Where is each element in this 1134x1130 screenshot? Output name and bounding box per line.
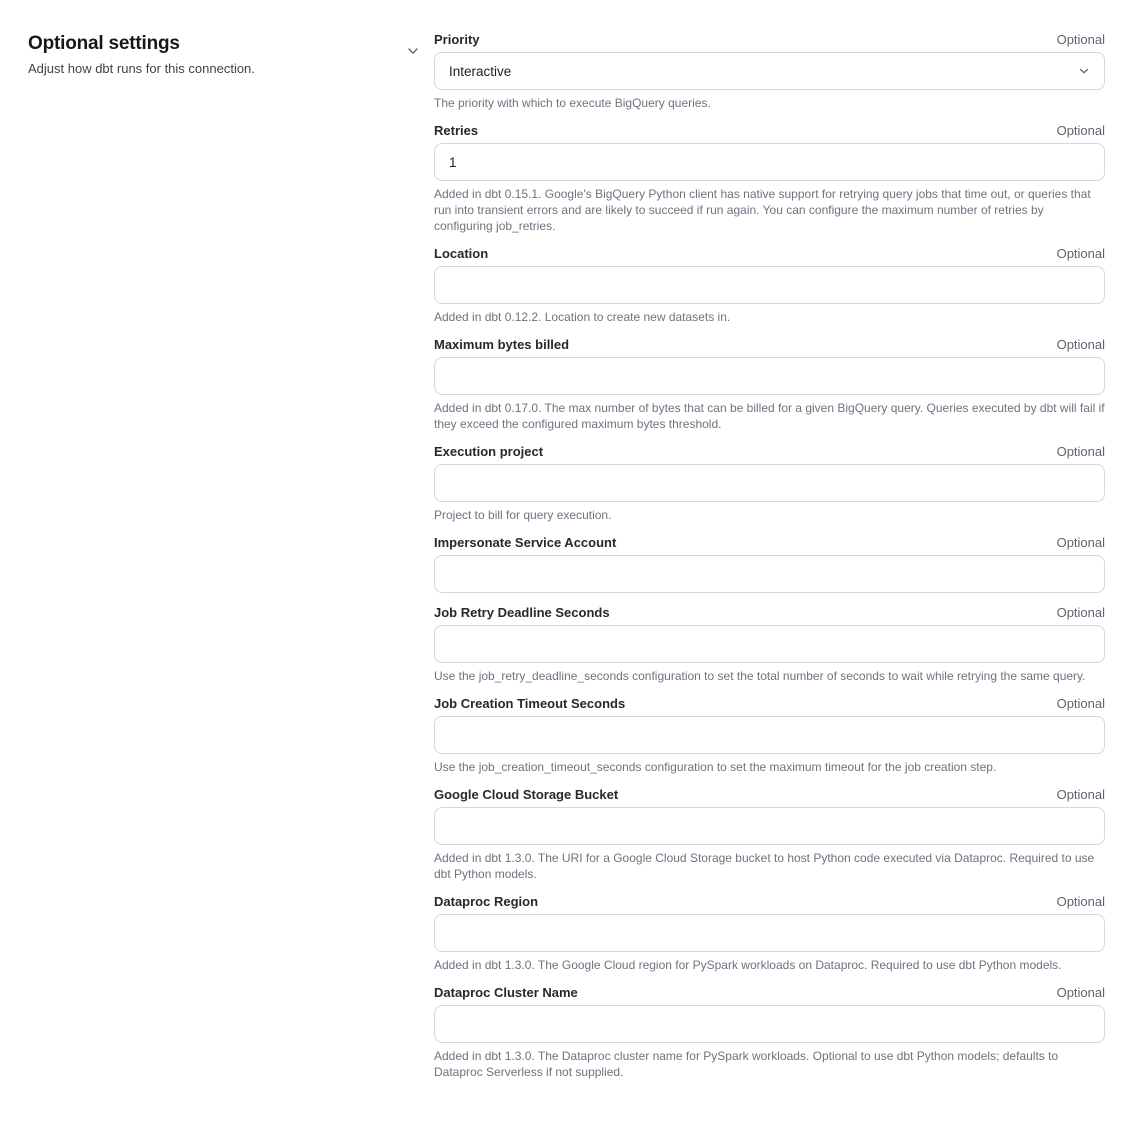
maximum-bytes-billed-input[interactable] (434, 357, 1105, 395)
field-head (434, 605, 1105, 621)
dataproc-cluster-name-input[interactable] (434, 1005, 1105, 1043)
section-subtitle: Adjust how dbt runs for this connection. (28, 61, 255, 76)
job-retry-deadline-seconds-input[interactable] (434, 625, 1105, 663)
chevron-down-icon (1078, 65, 1090, 77)
maximum-bytes-billed-field (434, 337, 1105, 432)
field-label: Impersonate Service Account (434, 535, 617, 550)
section-collapse-button[interactable] (404, 42, 422, 60)
priority-field (434, 32, 1105, 111)
dataproc-region-field (434, 894, 1105, 973)
location-input[interactable] (434, 266, 1105, 304)
field-head (434, 123, 1105, 139)
priority-select[interactable] (434, 52, 1105, 90)
optional-badge: Optional (1056, 985, 1105, 1000)
field-help-text: Added in dbt 0.17.0. The max number of bytes that can be billed for a given BigQuery query. Queries executed by dbt will fail if they exceed the configured maximum bytes threshold. (434, 401, 1105, 431)
execution-project-input[interactable] (434, 464, 1105, 502)
optional-badge: Optional (1056, 894, 1105, 909)
field-head (434, 787, 1105, 803)
optional-badge: Optional (1056, 444, 1105, 459)
optional-settings-form (434, 32, 1105, 1092)
job-creation-timeout-seconds-field (434, 696, 1105, 775)
field-label: Job Creation Timeout Seconds (434, 696, 626, 711)
field-label: Location (434, 246, 489, 261)
google-cloud-storage-bucket-input[interactable] (434, 807, 1105, 845)
google-cloud-storage-bucket-field (434, 787, 1105, 882)
field-label: Google Cloud Storage Bucket (434, 787, 619, 802)
optional-badge: Optional (1056, 535, 1105, 550)
impersonate-service-account-input[interactable] (434, 555, 1105, 593)
execution-project-field (434, 444, 1105, 523)
field-head (434, 444, 1105, 460)
field-help-text: Use the job_creation_timeout_seconds configuration to set the maximum timeout for the job creation step. (434, 760, 997, 774)
location-field (434, 246, 1105, 325)
optional-badge: Optional (1056, 337, 1105, 352)
section-info-column (28, 32, 434, 77)
impersonate-service-account-field (434, 535, 1105, 593)
retries-input[interactable] (434, 143, 1105, 181)
dataproc-cluster-name-field (434, 985, 1105, 1080)
optional-badge: Optional (1056, 32, 1105, 47)
field-label: Retries (434, 123, 479, 138)
optional-badge: Optional (1056, 787, 1105, 802)
field-help-text: Added in dbt 1.3.0. The URI for a Google Cloud Storage bucket to host Python code executed via Dataproc. Required to use dbt Python models. (434, 851, 1095, 881)
field-help-text: Added in dbt 1.3.0. The Dataproc cluster name for PySpark workloads. Optional to use dbt Python models; defaults to Dataproc Serverless if not supplied. (434, 1049, 1059, 1079)
field-label: Dataproc Region (434, 894, 539, 909)
dataproc-region-input[interactable] (434, 914, 1105, 952)
section-heading-block (28, 32, 255, 77)
optional-badge: Optional (1056, 696, 1105, 711)
field-help-text: Project to bill for query execution. (434, 508, 612, 522)
field-head (434, 696, 1105, 712)
field-help-text: Added in dbt 0.12.2. Location to create new datasets in. (434, 310, 731, 324)
optional-badge: Optional (1056, 123, 1105, 138)
field-label: Job Retry Deadline Seconds (434, 605, 610, 620)
optional-badge: Optional (1056, 246, 1105, 261)
job-creation-timeout-seconds-input[interactable] (434, 716, 1105, 754)
section-title: Optional settings (28, 33, 180, 54)
field-label: Priority (434, 32, 480, 47)
field-head (434, 32, 1105, 48)
field-label: Maximum bytes billed (434, 337, 570, 352)
field-help-text: The priority with which to execute BigQuery queries. (434, 96, 711, 110)
field-head (434, 894, 1105, 910)
field-head (434, 535, 1105, 551)
retries-field (434, 123, 1105, 234)
field-head (434, 985, 1105, 1001)
job-retry-deadline-seconds-field (434, 605, 1105, 684)
field-head (434, 337, 1105, 353)
field-label: Execution project (434, 444, 544, 459)
optional-badge: Optional (1056, 605, 1105, 620)
field-help-text: Added in dbt 0.15.1. Google's BigQuery Python client has native support for retrying query jobs that time out, or queries that run into transient errors and are likely to succeed if run again. You can configure the maximum number of retries by configuring job_retries. (434, 187, 1091, 233)
field-label: Dataproc Cluster Name (434, 985, 578, 1000)
chevron-down-icon (406, 44, 420, 58)
field-help-text: Use the job_retry_deadline_seconds configuration to set the total number of seconds to wait while retrying the same query. (434, 669, 1086, 683)
select-value: Interactive (449, 63, 512, 79)
field-help-text: Added in dbt 1.3.0. The Google Cloud region for PySpark workloads on Dataproc. Required to use dbt Python models. (434, 958, 1062, 972)
field-head (434, 246, 1105, 262)
